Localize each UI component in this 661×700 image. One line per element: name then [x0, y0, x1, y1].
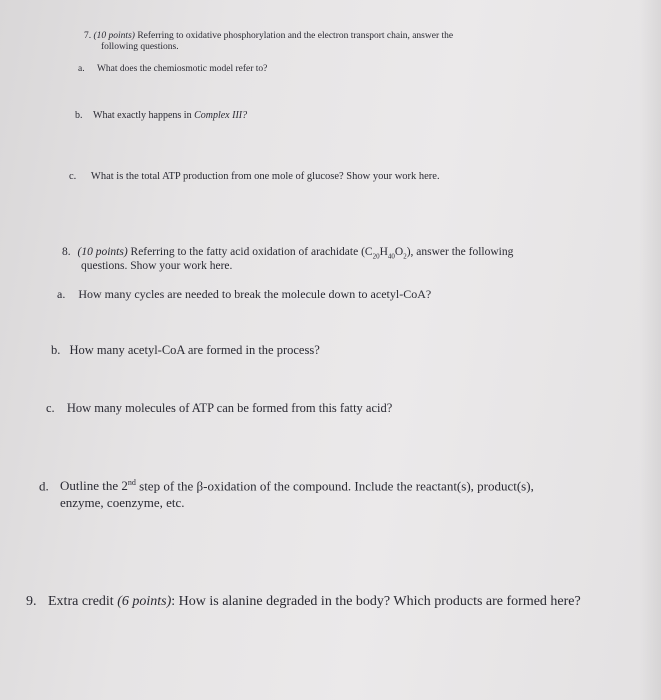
q7b — [75, 110, 247, 121]
q7-number: 7. — [84, 31, 92, 41]
q8d-letter: d. — [39, 478, 49, 494]
q8-formula-h: H — [379, 246, 388, 258]
q9-number: 9. — [26, 594, 37, 609]
q8-formula-o: O — [394, 246, 404, 258]
q7a-text: What does the chemiosmotic model refer to? — [96, 64, 268, 74]
q9-text-pre: Extra credit — [48, 594, 114, 609]
q8d-sup: nd — [127, 478, 136, 487]
q8a-letter: a. — [57, 287, 66, 301]
q8-stem — [62, 246, 513, 260]
q8d-line2: enzyme, coenzyme, etc. — [60, 495, 185, 510]
q7a — [78, 64, 267, 74]
q8c-text: How many molecules of ATP can be formed from this fatty acid? — [66, 401, 393, 415]
q8b — [51, 343, 320, 358]
q7a-letter: a. — [78, 64, 85, 74]
q8-formula-sub-h: 40 — [387, 252, 395, 261]
q7b-text: What exactly happens in — [93, 110, 192, 121]
q8b-text: How many acetyl-CoA are formed in the process? — [69, 343, 320, 357]
q8-text-post: ), answer the following — [406, 246, 514, 258]
q8-text-pre: Referring to the fatty acid oxidation of arachidate (C — [130, 246, 373, 258]
q8-number: 8. — [62, 246, 71, 258]
q9-points: (6 points) — [117, 594, 172, 609]
q8d — [39, 478, 534, 494]
q8-formula-sub-c: 20 — [372, 252, 380, 261]
q7c-text: What is the total ATP production from one mole of glucose? Show your work here. — [90, 171, 440, 182]
q8c-letter: c. — [46, 401, 55, 415]
q7-points: (10 points) — [93, 31, 135, 41]
q7b-letter: b. — [75, 110, 83, 121]
q9-text-post: : How is alanine degraded in the body? Which products are formed here? — [171, 594, 581, 609]
q8-points: (10 points) — [77, 246, 128, 258]
q8b-letter: b. — [51, 343, 61, 357]
q8-formula-sub-o: 2 — [403, 252, 407, 261]
q8d-text-pre: Outline the 2 — [60, 478, 128, 494]
q8-stem-line2: questions. Show your work here. — [81, 260, 233, 272]
q8c — [46, 401, 392, 416]
q7-text-line1: Referring to oxidative phosphorylation and the electron transport chain, answer the — [137, 31, 454, 41]
q7c — [69, 171, 440, 182]
q9 — [26, 594, 581, 610]
q8d-text-post: step of the β-oxidation of the compound. Include the reactant(s), product(s), — [135, 478, 534, 494]
q7-stem — [84, 31, 453, 41]
q7c-letter: c. — [69, 171, 77, 182]
q8a-text: How many cycles are needed to break the molecule down to acetyl-CoA? — [78, 287, 432, 301]
page-edge-shadow — [639, 0, 661, 700]
q7b-complex: Complex III? — [194, 110, 248, 121]
q7-stem-line2: following questions. — [101, 42, 179, 52]
q8a — [57, 287, 431, 302]
